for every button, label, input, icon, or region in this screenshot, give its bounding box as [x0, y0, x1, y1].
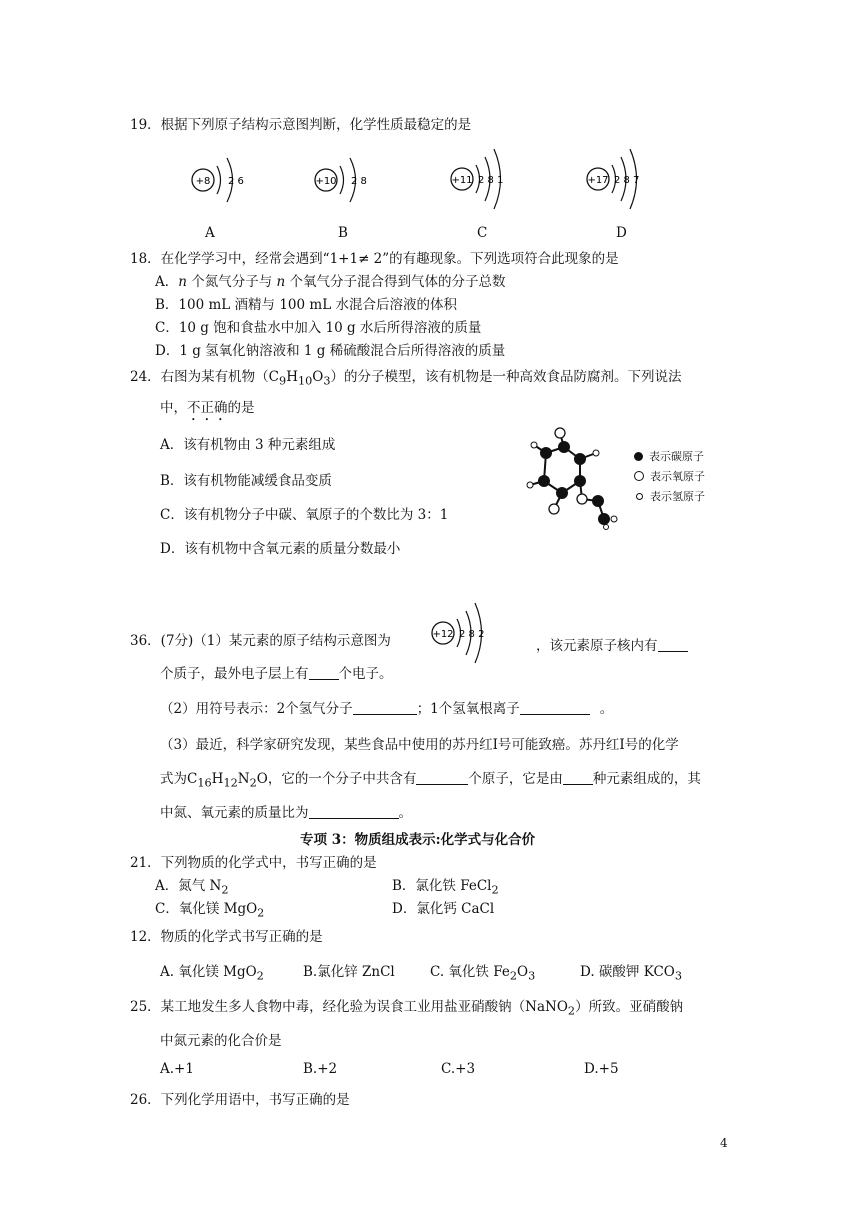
- option-label-c: C: [477, 225, 488, 241]
- molecule-model: [520, 425, 630, 530]
- q25-line1: 25．某工地发生多人食物中毒，经化验为误食工业用盐亚硝酸钠（NaNO$_2$）所致。亚硝酸钠: [130, 999, 684, 1018]
- q25-line2: 中氮元素的化合价是: [160, 1033, 282, 1049]
- answer-blank-atom-count[interactable]: [416, 770, 468, 785]
- q21-option-d: D．氯化钙 CaCl: [392, 901, 495, 917]
- legend-carbon: 表示碳原子: [634, 448, 704, 464]
- answer-blank-hydrogen-molecules[interactable]: [353, 700, 417, 715]
- q36-line3: （2）用符号表示：2个氢气分子 ；1个氢氧根离子 。: [160, 701, 614, 717]
- q25-option-b: B.+2: [303, 1061, 338, 1077]
- atom-c-nucleus: +11: [451, 175, 473, 186]
- q24-option-c: C．该有机物分子中碳、氧原子的个数比为 3：1: [160, 507, 449, 523]
- q12-option-a: A. 氧化镁 MgO$_2$: [160, 964, 264, 983]
- atom-b-electrons: 2 8: [351, 176, 367, 187]
- atom-b-nucleus: +10: [315, 176, 337, 187]
- q19-stem: 19．根据下列原子结构示意图判断，化学性质最稳定的是: [130, 117, 472, 133]
- answer-blank-hydroxide-ion[interactable]: [520, 700, 590, 715]
- q24-stem-line2: 中，不正确的是: [160, 400, 255, 416]
- page-number: 4: [720, 1136, 728, 1150]
- legend-hydrogen: 表示氢原子: [636, 488, 705, 504]
- q36-line6: 中氮、氧元素的质量比为 。: [160, 805, 412, 821]
- q18-stem: 18．在化学学习中，经常会遇到“1+1≠ 2”的有趣现象。下列选项符合此现象的是: [130, 251, 619, 267]
- hydrogen-circle-icon: [636, 493, 643, 500]
- atom-a-nucleus: +8: [195, 176, 211, 187]
- q24-stem: 24．右图为某有机物$(C_9H_{10}O_3)$的分子模型，该有机物是一种高效食品防腐剂。下列说法: [130, 369, 682, 388]
- q21-stem: 21．下列物质的化学式中，书写正确的是: [130, 855, 377, 871]
- legend-oxygen: 表示氧原子: [634, 468, 705, 484]
- atom-diagram-mg: [428, 598, 508, 668]
- q12-option-b: B.氯化锌 ZnCl: [303, 964, 395, 980]
- atom-c-electrons: 2 8 1: [478, 175, 504, 186]
- q25-option-d: D.+5: [584, 1061, 619, 1077]
- q18-option-b: B．100 mL 酒精与 100 mL 水混合后溶液的体积: [155, 297, 457, 313]
- q21-option-a: A．氮气 $N_2$: [155, 878, 229, 897]
- q24-option-b: B．该有机物能减缓食品变质: [160, 473, 332, 489]
- atom-mg-electrons: 2 8 2: [459, 629, 485, 640]
- atom-diagram-d: [583, 143, 663, 215]
- atom-diagram-a: [188, 148, 258, 212]
- q12-option-c: C. 氧化铁 $Fe_2O_3$: [430, 964, 536, 983]
- q24-option-d: D．该有机物中含氧元素的质量分数最小: [160, 541, 401, 557]
- q36-line4: （3）最近，科学家研究发现，某些食品中使用的苏丹红I号可能致癌。苏丹红I号的化学: [160, 737, 679, 753]
- q24-option-a: A．该有机物由 3 种元素组成: [160, 437, 336, 453]
- q25-option-c: C.+3: [441, 1061, 476, 1077]
- atom-d-nucleus: +17: [587, 175, 609, 186]
- q12-option-d: D. 碳酸钾 $KCO_3$: [580, 964, 683, 983]
- q18-option-d: D．1 g 氢氧化钠溶液和 1 g 稀硫酸混合后所得溶液的质量: [155, 343, 506, 359]
- answer-blank-element-count[interactable]: [563, 770, 593, 785]
- atom-diagram-c: [447, 143, 527, 215]
- carbon-dot-icon: [634, 452, 643, 461]
- q36-line1-post: ，该元素原子核内有: [536, 634, 688, 654]
- atom-diagram-b: [311, 148, 381, 212]
- option-label-a: A: [205, 225, 215, 241]
- q21-option-c: C．氧化镁 MgO$_2$: [155, 901, 265, 920]
- q25-option-a: A.+1: [160, 1061, 194, 1077]
- q18-option-a: A．n 个氮气分子与 n 个氧气分子混合得到气体的分子总数: [155, 274, 506, 290]
- atom-mg-nucleus: +12: [432, 629, 454, 640]
- option-label-d: D: [616, 225, 627, 241]
- q36-line1-pre: 36．(7分)（1）某元素的原子结构示意图为: [130, 633, 391, 649]
- section-title: 专项 3：物质组成表示:化学式与化合价: [300, 832, 536, 848]
- option-label-b: B: [338, 225, 348, 241]
- answer-blank-outer-electrons[interactable]: [309, 665, 339, 680]
- atom-d-electrons: 2 8 7: [614, 175, 640, 186]
- q21-option-b: B．氯化铁 FeCl$_2$: [392, 878, 499, 897]
- answer-blank-mass-ratio[interactable]: [309, 804, 399, 819]
- q18-option-c: C．10 g 饱和食盐水中加入 10 g 水后所得溶液的质量: [155, 320, 482, 336]
- q36-line5: 式为$C_{16}H_{12}N_2O$，它的一个分子中共含有 个原子，它是由 种元素组成的，其: [160, 771, 701, 790]
- answer-blank-protons[interactable]: [658, 637, 688, 652]
- q12-stem: 12．物质的化学式书写正确的是: [130, 929, 323, 945]
- atom-a-electrons: 2 6: [228, 176, 244, 187]
- q26-stem: 26．下列化学用语中，书写正确的是: [130, 1092, 350, 1108]
- q36-line2: 个质子，最外电子层上有 个电子。: [160, 666, 393, 682]
- oxygen-circle-icon: [634, 471, 644, 481]
